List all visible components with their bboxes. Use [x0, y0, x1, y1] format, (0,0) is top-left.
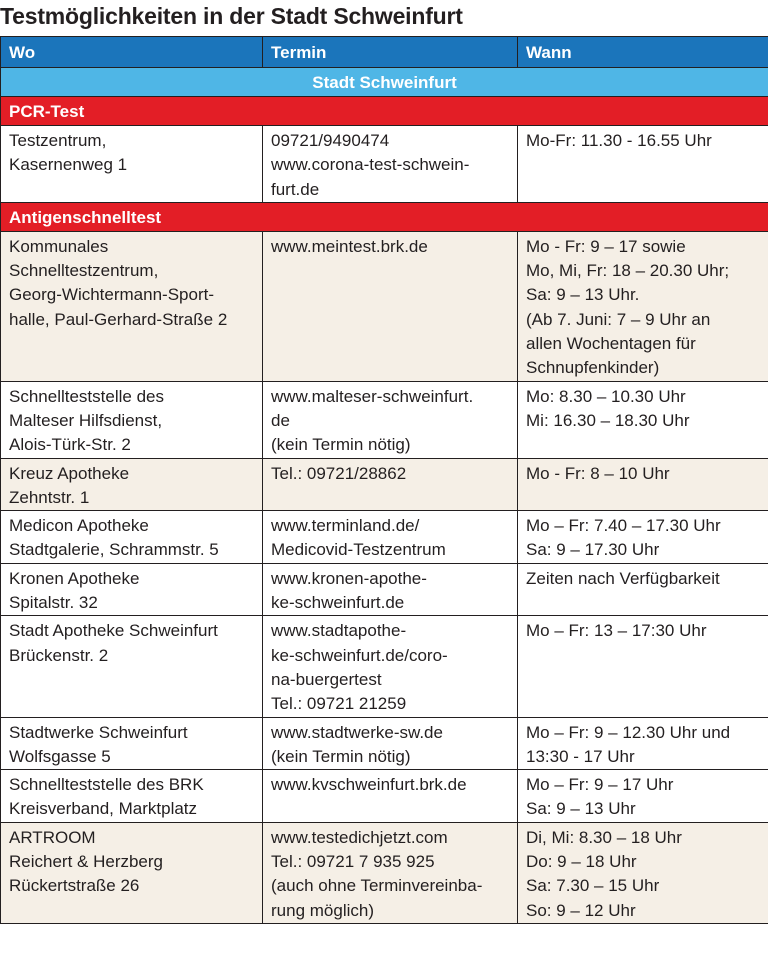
cell-wann [518, 231, 768, 381]
cell-termin [263, 717, 518, 770]
cell-line: Malteser Hilfsdienst, [9, 410, 163, 430]
table-row [1, 381, 768, 458]
cell-line: Mo - Fr: 8 – 10 Uhr [526, 463, 670, 483]
cell-termin [263, 770, 518, 823]
cell-wann [518, 616, 768, 717]
cell-line: www.testedichjetzt.com [271, 827, 448, 847]
cell-line: Do: 9 – 18 Uhr [526, 852, 637, 872]
cell-line: (kein Termin nötig) [271, 746, 411, 766]
category-antigen: Antigenschnelltest [1, 202, 768, 231]
cell-line: Sa: 9 – 13 Uhr. [526, 285, 640, 305]
cell-line: www.malteser-schweinfurt. [271, 386, 474, 406]
cell-line: (auch ohne Terminvereinba- [271, 876, 483, 896]
cell-line: Georg-Wichtermann-Sport- [9, 285, 215, 305]
cell-line: Kreuz Apotheke [9, 463, 130, 483]
cell-line: 13:30 - 17 Uhr [526, 746, 635, 766]
table-row [1, 770, 768, 823]
cell-line: Brückenstr. 2 [9, 645, 109, 665]
cell-line: Spitalstr. 32 [9, 593, 98, 613]
cell-wo [1, 511, 263, 564]
cell-line: Mo – Fr: 9 – 17 Uhr [526, 775, 674, 795]
cell-line: Zehntstr. 1 [9, 487, 90, 507]
cell-line: rung möglich) [271, 900, 374, 920]
table-row [1, 616, 768, 717]
cell-line: 09721/9490474 [271, 131, 390, 150]
cell-line: Schnupfenkinder) [526, 358, 660, 378]
cell-wo [1, 770, 263, 823]
cell-termin [263, 381, 518, 458]
cell-line: Mo - Fr: 9 – 17 sowie [526, 236, 686, 256]
category-row-antigen [1, 202, 768, 231]
cell-wann [518, 563, 768, 616]
cell-line: Mo, Mi, Fr: 18 – 20.30 Uhr; [526, 261, 730, 281]
cell-line: Sa: 9 – 13 Uhr [526, 799, 636, 819]
city-subheader-row [1, 68, 768, 97]
cell-line: Di, Mi: 8.30 – 18 Uhr [526, 827, 682, 847]
cell-wo [1, 717, 263, 770]
cell-line: Stadtwerke Schweinfurt [9, 722, 188, 742]
column-header-wo: Wo [1, 37, 263, 68]
table-row [1, 511, 768, 564]
cell-line: www.stadtwerke-sw.de [271, 722, 443, 742]
cell-line: www.corona-test-schwein- [271, 155, 470, 175]
cell-wo [1, 563, 263, 616]
cell-wo [1, 616, 263, 717]
cell-line: (kein Termin nötig) [271, 435, 411, 455]
cell-line: Tel.: 09721 21259 [271, 694, 407, 714]
column-header-wann: Wann [518, 37, 768, 68]
cell-line: Mi: 16.30 – 18.30 Uhr [526, 410, 690, 430]
cell-wo [1, 231, 263, 381]
cell-termin [263, 511, 518, 564]
cell-termin [263, 231, 518, 381]
page-title: Testmöglichkeiten in der Stadt Schweinfurt [0, 3, 463, 29]
cell-line: de [271, 410, 290, 430]
table-row [1, 563, 768, 616]
cell-line: www.kronen-apothe- [271, 568, 427, 588]
cell-line: ke-schweinfurt.de [271, 593, 405, 613]
cell-line: Mo – Fr: 7.40 – 17.30 Uhr [526, 516, 721, 536]
cell-line: Medicon Apotheke [9, 516, 149, 536]
cell-wo [1, 822, 263, 923]
cell-line: Tel.: 09721 7 935 925 [271, 852, 435, 872]
cell-wann [518, 458, 768, 511]
cell-wo [1, 381, 263, 458]
cell-wann [518, 126, 768, 203]
cell-termin [263, 563, 518, 616]
cell-line: Medicovid-Testzentrum [271, 540, 446, 560]
category-row-pcr [1, 97, 768, 126]
cell-wann [518, 770, 768, 823]
cell-line: Sa: 9 – 17.30 Uhr [526, 540, 660, 560]
cell-line: So: 9 – 12 Uhr [526, 900, 636, 920]
cell-line: Schnelltestzentrum, [9, 261, 159, 281]
cell-line: Stadt Apotheke Schweinfurt [9, 621, 218, 641]
table-row [1, 822, 768, 923]
cell-line: ARTROOM [9, 827, 96, 847]
cell-line: halle, Paul-Gerhard-Straße 2 [9, 309, 228, 329]
cell-line: na-buergertest [271, 669, 382, 689]
table-header-row [1, 37, 768, 68]
column-header-termin: Termin [263, 37, 518, 68]
cell-line: Tel.: 09721/28862 [271, 463, 407, 483]
cell-line: Mo: 8.30 – 10.30 Uhr [526, 386, 686, 406]
cell-termin [263, 822, 518, 923]
cell-line: Reichert & Herzberg [9, 852, 164, 872]
cell-wo [1, 458, 263, 511]
cell-line: www.terminland.de/ [271, 516, 420, 536]
cell-line: Kronen Apotheke [9, 568, 140, 588]
table-row [1, 458, 768, 511]
cell-line: Mo – Fr: 13 – 17:30 Uhr [526, 621, 707, 641]
cell-line: www.kvschweinfurt.brk.de [271, 775, 467, 795]
cell-line: Schnellteststelle des BRK [9, 775, 204, 795]
test-locations-table [0, 36, 768, 924]
cell-wann [518, 381, 768, 458]
cell-line: Testzentrum, [9, 131, 107, 150]
cell-line: Wolfsgasse 5 [9, 746, 111, 766]
cell-line: Kasernenweg 1 [9, 155, 128, 175]
cell-line: Schnellteststelle des [9, 386, 164, 406]
cell-line: Stadtgalerie, Schrammstr. 5 [9, 540, 219, 560]
cell-wo [1, 126, 263, 203]
cell-line: allen Wochentagen für [526, 334, 696, 354]
cell-line: (Ab 7. Juni: 7 – 9 Uhr an [526, 309, 711, 329]
table-row [1, 126, 768, 203]
cell-wann [518, 511, 768, 564]
cell-line: Mo-Fr: 11.30 - 16.55 Uhr [526, 131, 712, 150]
cell-termin [263, 458, 518, 511]
cell-line: Zeiten nach Verfügbarkeit [526, 568, 720, 588]
table-row [1, 717, 768, 770]
cell-line: Kreisverband, Marktplatz [9, 799, 198, 819]
category-pcr: PCR-Test [1, 97, 768, 126]
cell-line: Sa: 7.30 – 15 Uhr [526, 876, 660, 896]
cell-termin [263, 126, 518, 203]
cell-line: Alois-Türk-Str. 2 [9, 435, 131, 455]
cell-line: Kommunales [9, 236, 109, 256]
cell-line: Mo – Fr: 9 – 12.30 Uhr und [526, 722, 731, 742]
cell-line: www.meintest.brk.de [271, 236, 428, 256]
cell-line: Rückertstraße 26 [9, 876, 140, 896]
cell-wann [518, 822, 768, 923]
cell-wann [518, 717, 768, 770]
cell-line: www.stadtapothe- [271, 621, 407, 641]
cell-termin [263, 616, 518, 717]
cell-line: ke-schweinfurt.de/coro- [271, 645, 448, 665]
cell-line: furt.de [271, 179, 320, 199]
city-subheader: Stadt Schweinfurt [1, 68, 768, 97]
table-row [1, 231, 768, 381]
